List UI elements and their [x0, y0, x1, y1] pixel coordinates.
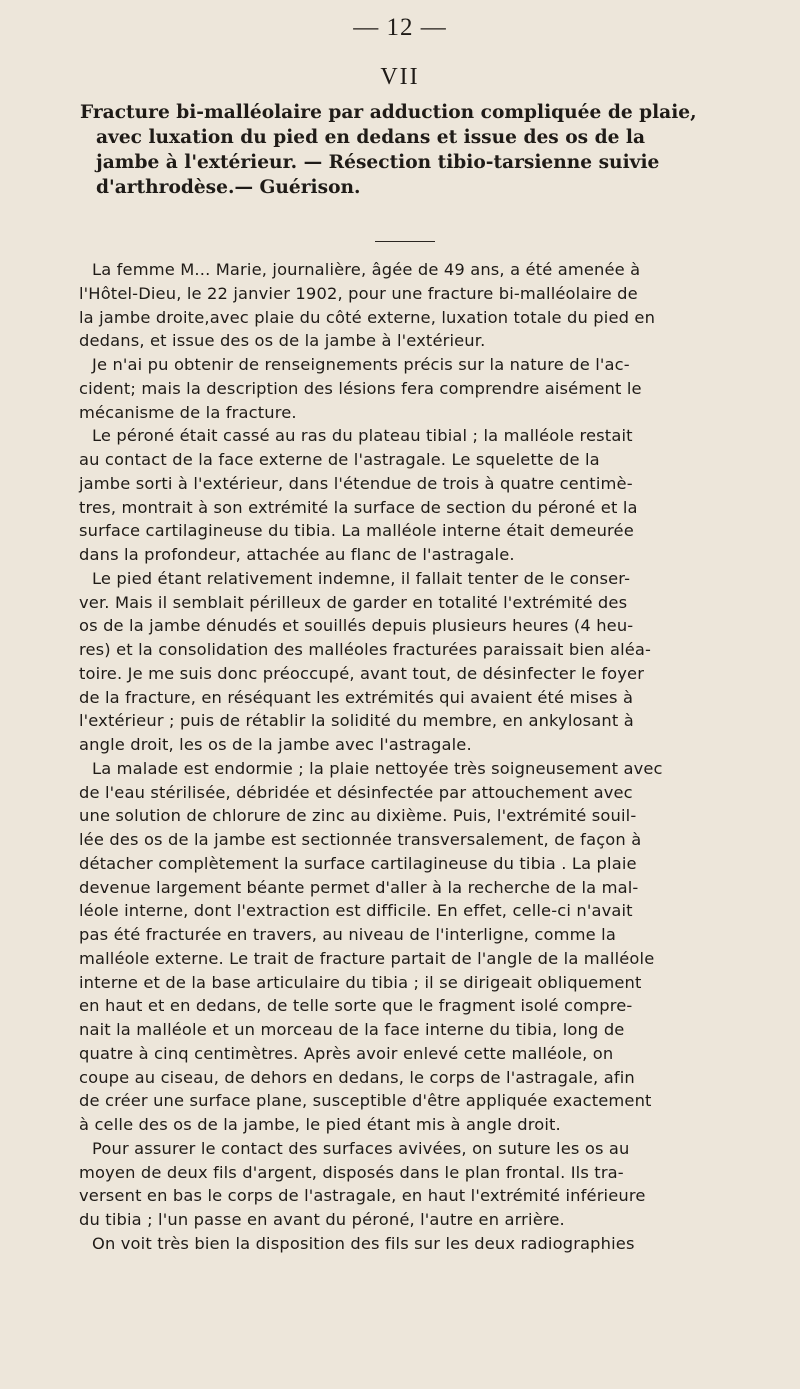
text-line: dans la profondeur, attachée au flanc de l'astragale.	[79, 545, 515, 564]
text-line: de l'eau stérilisée, débridée et désinfectée par attouchement avec	[79, 782, 633, 802]
text-line: versent en bas le corps de l'astragale, en haut l'extrémité inférieure	[79, 1186, 646, 1206]
text-line: en haut et en dedans, de telle sorte que le fragment isolé compre-	[79, 996, 633, 1016]
text-line: Le péroné était cassé au ras du plateau tibial ; la malléole restait	[92, 426, 633, 446]
text-line: devenue largement béante permet d'aller à la recherche de la mal-	[79, 877, 639, 897]
text-line: mécanisme de la fracture.	[79, 402, 297, 422]
text-line: dedans, et issue des os de la jambe à l'extérieur.	[79, 331, 486, 351]
text-line: La malade est endormie ; la plaie nettoyée très soigneusement avec	[92, 758, 663, 778]
text-line: de la fracture, en réséquant les extrémités qui avaient été mises à	[79, 687, 634, 707]
text-line: détacher complètement la surface cartilagineuse du tibia . La plaie	[79, 853, 637, 873]
text-line: interne et de la base articulaire du tibia ; il se dirigeait obliquement	[79, 972, 642, 992]
text-line: pas été fracturée en travers, au niveau de l'interligne, comme la	[79, 925, 616, 944]
text-line: Pour assurer le contact des surfaces avivées, on suture les os au	[92, 1138, 630, 1158]
text-line: quatre à cinq centimètres. Après avoir enlevé cette malléole, on	[79, 1043, 614, 1063]
title-line: avec luxation du pied en dedans et issue des os de la	[96, 127, 646, 148]
text-line: tres, montrait à son extrémité la surface de section du péroné et la	[79, 497, 638, 517]
chapter-number: VII	[380, 64, 420, 90]
text-line: l'Hôtel-Dieu, le 22 janvier 1902, pour une fracture bi-malléolaire de	[79, 283, 638, 303]
text-line: du tibia ; l'un passe en avant du péroné, l'autre en arrière.	[79, 1210, 565, 1229]
text-line: cident; mais la description des lésions fera comprendre aisément le	[79, 378, 642, 398]
case-body	[79, 258, 794, 1256]
text-line: au contact de la face externe de l'astragale. Le squelette de la	[79, 450, 600, 469]
text-line: la jambe droite,avec plaie du côté externe, luxation totale du pied en	[79, 307, 656, 327]
text-line: moyen de deux fils d'argent, disposés dans le plan frontal. Ils tra-	[79, 1162, 624, 1182]
text-line: La femme M... Marie, journalière, âgée de 49 ans, a été amenée à	[92, 260, 641, 279]
text-line: lée des os de la jambe est sectionnée transversalement, de façon à	[79, 830, 642, 849]
text-line: ver. Mais il semblait périlleux de garder en totalité l'extrémité des	[79, 592, 628, 612]
title-separator	[375, 241, 435, 242]
text-line: res) et la consolidation des malléoles fracturées paraissait bien aléa-	[79, 640, 652, 659]
text-line: de créer une surface plane, susceptible d'être appliquée exactement	[79, 1091, 652, 1111]
text-line: nait la malléole et un morceau de la face interne du tibia, long de	[79, 1020, 625, 1039]
text-line: Le pied étant relativement indemne, il fallait tenter de le conser-	[92, 568, 631, 588]
text-line: Je n'ai pu obtenir de renseignements précis sur la nature de l'ac-	[92, 355, 630, 374]
text-line: angle droit, les os de la jambe avec l'astragale.	[79, 735, 472, 754]
text-line: On voit très bien la disposition des fils sur les deux radiographies	[92, 1233, 635, 1253]
page-number: — 12 —	[353, 14, 447, 41]
text-line: malléole externe. Le trait de fracture partait de l'angle de la malléole	[79, 948, 655, 968]
text-line: une solution de chlorure de zinc au dixième. Puis, l'extrémité souil-	[79, 806, 637, 826]
text-line: léole interne, dont l'extraction est difficile. En effet, celle-ci n'avait	[79, 901, 633, 921]
case-title	[80, 100, 792, 200]
title-line: d'arthrodèse.— Guérison.	[96, 177, 361, 198]
text-line: à celle des os de la jambe, le pied étant mis à angle droit.	[79, 1115, 561, 1134]
title-line: Fracture bi-malléolaire par adduction compliquée de plaie,	[80, 102, 697, 123]
text-line: coupe au ciseau, de dehors en dedans, le corps de l'astragale, afin	[79, 1067, 635, 1087]
title-line: jambe à l'extérieur. — Résection tibio-tarsienne suivie	[96, 152, 660, 173]
text-line: toire. Je me suis donc préoccupé, avant tout, de désinfecter le foyer	[79, 663, 645, 683]
text-line: os de la jambe dénudés et souillés depuis plusieurs heures (4 heu-	[79, 616, 634, 636]
text-line: l'extérieur ; puis de rétablir la solidité du membre, en ankylosant à	[79, 711, 634, 731]
text-line: jambe sorti à l'extérieur, dans l'étendue de trois à quatre centimè-	[79, 473, 633, 493]
text-line: surface cartilagineuse du tibia. La malléole interne était demeurée	[79, 521, 634, 541]
